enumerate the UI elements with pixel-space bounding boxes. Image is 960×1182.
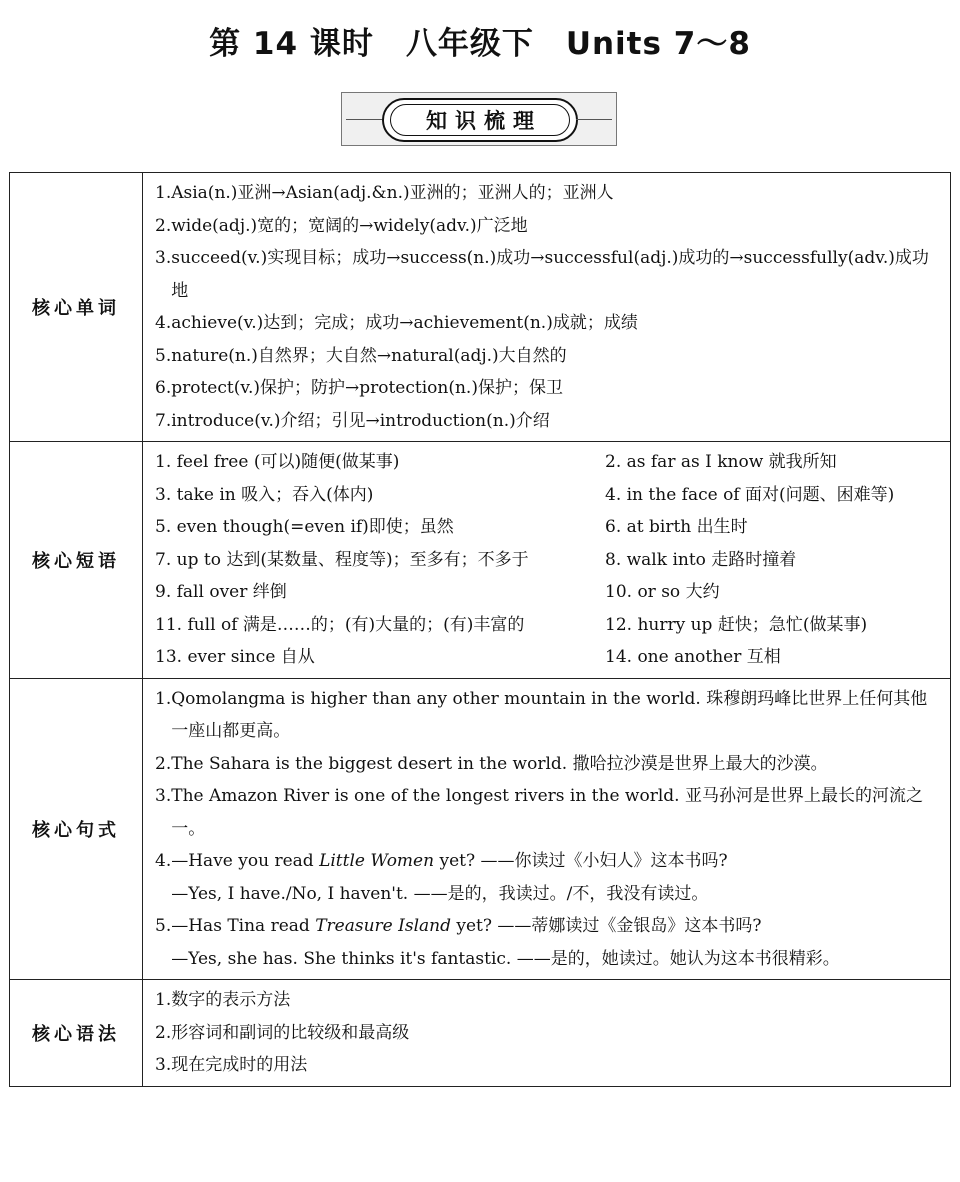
label-core-words: 核心单词 [10, 173, 143, 442]
row-core-sentences [10, 678, 951, 980]
phrase-item: 14. one another 互相 [605, 647, 781, 667]
phrase-item: 4. in the face of 面对(问题、困难等) [605, 484, 895, 505]
label-core-grammar: 核心语法 [10, 980, 143, 1087]
phrase-item: 9. fall over 绊倒 [155, 582, 287, 602]
list-item: 3. 现在完成时的用法 [155, 1055, 308, 1075]
core-words-list [143, 173, 951, 442]
section-badge-label: 知识梳理 [390, 104, 570, 136]
list-item: 5. nature(n.)自然界；大自然→natural(adj.)大自然的 [155, 345, 567, 366]
phrase-item: 11. full of 满是……的；(有)大量的；(有)丰富的 [155, 614, 525, 635]
list-item: 4. —Have you read Little Women yet? ——你读过《小妇人》这本书吗? —Yes, I have./No, I haven't. ——是的，我读过。/不，我没有读过。 [155, 851, 728, 904]
core-grammar-list [143, 980, 951, 1087]
phrase-item: 13. ever since 自从 [155, 647, 315, 667]
list-item: 3. succeed(v.)实现目标；成功→success(n.)成功→successful(adj.)成功的→successfully(adv.)成功地 [155, 248, 929, 301]
row-core-words [10, 173, 951, 442]
list-item: 1. 数字的表示方法 [155, 990, 291, 1010]
core-sentences-list [143, 678, 951, 980]
book-title: Little Women [319, 851, 435, 871]
section-badge-frame [341, 92, 617, 146]
book-title: Treasure Island [315, 916, 451, 936]
section-badge [382, 98, 578, 142]
list-item: 7. introduce(v.)介绍；引见→introduction(n.)介绍 [155, 410, 550, 431]
phrase-item: 8. walk into 走路时撞着 [605, 549, 797, 570]
phrase-item: 7. up to 达到(某数量、程度等)；至多有；不多于 [155, 549, 529, 570]
list-item: 5. —Has Tina read Treasure Island yet? ——蒂娜读过《金银岛》这本书吗? —Yes, she has. She thinks it's fantastic. ——是的，她读过。她认为这本书很精彩。 [155, 916, 840, 969]
phrase-item: 5. even though(=even if)即使；虽然 [155, 517, 454, 537]
phrase-item: 12. hurry up 赶快；急忙(做某事) [605, 614, 868, 635]
list-item: 3. The Amazon River is one of the longest rivers in the world. 亚马孙河是世界上最长的河流之一。 [155, 786, 923, 839]
list-item: 1. Asia(n.)亚洲→Asian(adj.&n.)亚洲的；亚洲人的；亚洲人 [155, 183, 614, 203]
list-item: 2. wide(adj.)宽的；宽阔的→widely(adv.)广泛地 [155, 215, 528, 236]
core-phrases-grid [143, 442, 951, 679]
phrase-item: 10. or so 大约 [605, 582, 720, 602]
knowledge-table [9, 172, 951, 1087]
row-core-phrases [10, 442, 951, 679]
phrase-item: 1. feel free (可以)随便(做某事) [155, 452, 400, 472]
phrase-item: 6. at birth 出生时 [605, 517, 748, 537]
label-core-phrases: 核心短语 [10, 442, 143, 679]
list-item: 2. 形容词和副词的比较级和最高级 [155, 1022, 410, 1043]
list-item: 1. Qomolangma is higher than any other mountain in the world. 珠穆朗玛峰比世界上任何其他一座山都更高。 [155, 688, 928, 741]
phrase-item: 2. as far as I know 就我所知 [605, 452, 837, 472]
label-core-sentences: 核心句式 [10, 678, 143, 980]
list-item: 4. achieve(v.)达到；完成；成功→achievement(n.)成就；成绩 [155, 313, 638, 333]
page-title: 第 14 课时 八年级下 Units 7～8 [209, 26, 751, 62]
row-core-grammar [10, 980, 951, 1087]
list-item: 2. The Sahara is the biggest desert in the world. 撒哈拉沙漠是世界上最大的沙漠。 [155, 753, 828, 774]
list-item: 6. protect(v.)保护；防护→protection(n.)保护；保卫 [155, 378, 563, 398]
phrase-item: 3. take in 吸入；吞入(体内) [155, 484, 374, 505]
